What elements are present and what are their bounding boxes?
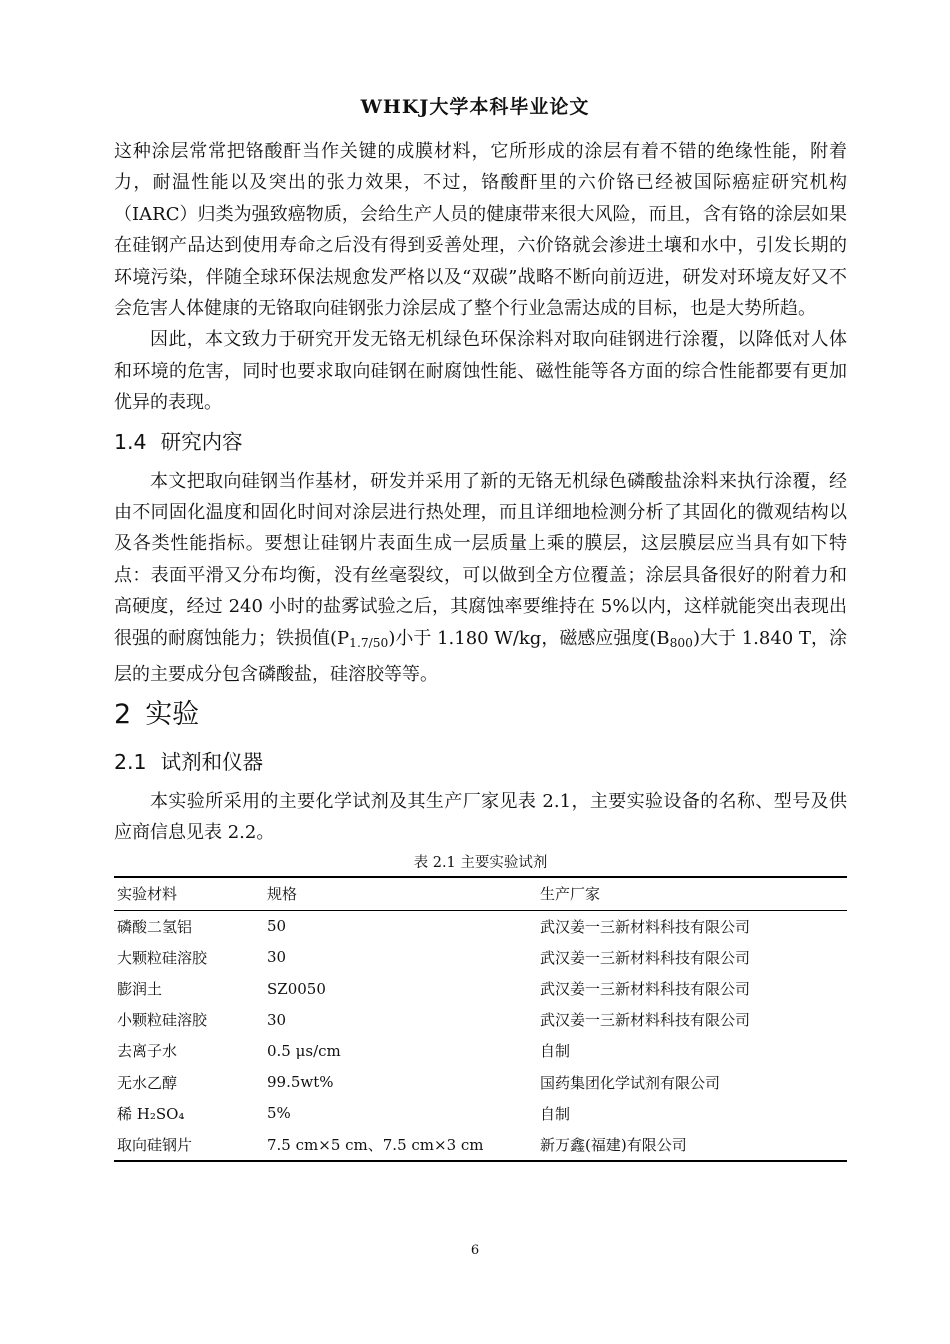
table-cell: 取向硅钢片 <box>117 1135 193 1154</box>
table-row <box>114 1004 847 1035</box>
table-cell: 国药集团化学试剂有限公司 <box>540 1073 721 1092</box>
running-header: WHKJ大学本科毕业论文 <box>360 96 590 118</box>
table-cell: 0.5 μs/cm <box>267 1041 341 1060</box>
table-cell: 30 <box>267 1010 287 1029</box>
table-cell: 武汉姜一三新材料科技有限公司 <box>540 980 751 999</box>
table-row <box>114 1098 847 1129</box>
page-body <box>114 136 847 1162</box>
table-row <box>114 973 847 1004</box>
table-cell: 新万鑫(福建)有限公司 <box>540 1135 687 1154</box>
section-heading-1-4 <box>114 419 847 466</box>
table-cell: 稀 H₂SO₄ <box>117 1104 185 1123</box>
table-caption: 表 2.1 主要实验试剂 <box>413 855 548 872</box>
table-row <box>114 942 847 973</box>
table-cell: 磷酸二氢铝 <box>117 917 193 936</box>
paragraph-reagents-intro: 本实验所采用的主要化学试剂及其生产厂家见表 2.1，主要实验设备的名称、型号及供应商信息见表 2.2。 <box>114 790 847 843</box>
table-cell: 5% <box>267 1104 291 1123</box>
paragraph-research-aim: 因此，本文致力于研究开发无铬无机绿色环保涂料对取向硅钢进行涂覆，以降低对人体和环境的危害，同时也要求取向硅钢在耐腐蚀性能、磁性能等各方面的综合性能都要有更加优异的表现。 <box>114 329 847 414</box>
page-number: 6 <box>470 1243 480 1258</box>
table-row <box>114 1035 847 1066</box>
subscript: 1.7/50 <box>349 635 389 650</box>
table-cell: 自制 <box>540 1104 571 1123</box>
section-title: 研究内容 <box>160 429 243 454</box>
section-title: 试剂和仪器 <box>160 749 264 774</box>
table-row <box>114 1066 847 1097</box>
section-number: 1.4 <box>114 429 147 454</box>
section-number: 2.1 <box>114 749 147 774</box>
table-cell: 自制 <box>540 1042 571 1061</box>
paragraph-research-content <box>114 466 847 691</box>
table-cell: 小颗粒硅溶胶 <box>117 1011 208 1030</box>
table-cell: 膨润土 <box>117 980 163 999</box>
table-header-row <box>114 877 847 910</box>
table-cell: 无水乙醇 <box>117 1073 178 1092</box>
reagents-table <box>114 876 847 1162</box>
table-cell: 去离子水 <box>117 1042 178 1061</box>
column-header: 实验材料 <box>114 877 264 910</box>
table-row <box>114 910 847 942</box>
column-header: 生产厂家 <box>537 877 847 910</box>
table-cell: 武汉姜一三新材料科技有限公司 <box>540 948 751 967</box>
section-heading-2 <box>114 691 847 739</box>
table-cell: 7.5 cm×5 cm、7.5 cm×3 cm <box>267 1135 484 1154</box>
table-row <box>114 1129 847 1161</box>
subscript: 800 <box>669 635 693 650</box>
section-heading-2-1 <box>114 739 847 786</box>
table-cell: 99.5wt% <box>267 1073 334 1092</box>
table-cell: 武汉姜一三新材料科技有限公司 <box>540 917 751 936</box>
section-number: 2 <box>114 698 132 730</box>
paragraph-chromium-coating: 这种涂层常常把铬酸酐当作关键的成膜材料，它所形成的涂层有着不错的绝缘性能，附着力，耐温性能以及突出的张力效果，不过，铬酸酐里的六价铬已经被国际癌症研究机构（IARC）归类为强致癌物质，会给生产人员的健康带来很大风险，而且，含有铬的涂层如果在硅钢产品达到使用寿命之后没有得到妥善处理，六价铬就会渗进土壤和水中，引发长期的环境污染，伴随全球环保法规愈发严格以及“双碳”战略不断向前迈进，研发对环境友好又不会危害人体健康的无铬取向硅钢张力涂层成了整个行业急需达成的目标，也是大势所趋。 <box>114 141 847 320</box>
table-cell: 30 <box>267 948 287 967</box>
table-cell: 武汉姜一三新材料科技有限公司 <box>540 1011 751 1030</box>
table-cell: SZ0050 <box>267 979 326 998</box>
paragraph-text: 本文把取向硅钢当作基材，研发并采用了新的无铬无机绿色磷酸盐涂料来执行涂覆，经由不同固化温度和固化时间对涂层进行热处理，而且详细地检测分析了其固化的微观结构以及各类性能指标。要想让硅钢片表面生成一层质量上乘的膜层，这层膜层应当具有如下特点：表面平滑又分布均衡，没有丝毫裂纹，可以做到全方位覆盖；涂层具备很好的附着力和高硬度，经过 240 小时的盐雾试验之后，其腐蚀率要维持在 5%以内，这样就能突出表现出很强的耐腐蚀能力；铁损值(P <box>114 470 847 649</box>
paragraph-text: )大于 1.840 T，涂层的主要成分包含磷酸盐，硅溶胶等等。 <box>114 627 847 686</box>
column-header: 规格 <box>264 877 537 910</box>
table-cell: 大颗粒硅溶胶 <box>117 948 208 967</box>
table-cell: 50 <box>267 917 287 936</box>
section-title: 实验 <box>145 698 200 730</box>
paragraph-text: )小于 1.180 W/kg，磁感应强度(B <box>388 627 670 649</box>
